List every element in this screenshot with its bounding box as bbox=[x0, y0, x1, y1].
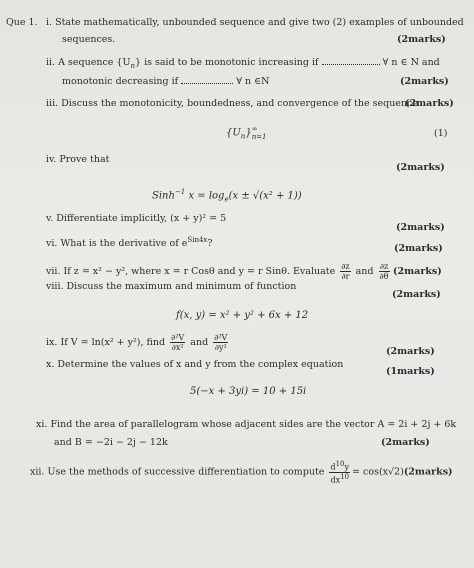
item-vii bbox=[46, 262, 392, 281]
item-v-marks: (2marks) bbox=[396, 222, 445, 233]
item-iv-marks: (2marks) bbox=[396, 162, 445, 173]
formula-text: {U bbox=[226, 127, 241, 139]
item-text: If V = ln(x² + y²), find bbox=[60, 337, 166, 348]
item-xii bbox=[30, 460, 453, 484]
blank-line bbox=[181, 75, 233, 84]
item-i bbox=[46, 17, 464, 29]
formula-tail: (x ± √(x² + 1)) bbox=[228, 190, 302, 202]
item-iii-marks: (2marks) bbox=[405, 98, 454, 109]
formula-sup: ∞ bbox=[251, 125, 258, 133]
formula-sinh: Sinh$^{-1}$ $x = \log_e(x \pm √(x^2 + 1))$ bbox=[152, 188, 302, 204]
item-vi bbox=[46, 234, 212, 250]
item-xii-marks: (2marks) bbox=[403, 466, 453, 478]
and-word: and bbox=[190, 337, 209, 348]
formula-sub: n=1 bbox=[251, 133, 267, 141]
item-ii-marks: (2marks) bbox=[400, 76, 449, 87]
fraction-d10y-dx10: $\frac{d^{10}y}{dx^{10}}$ bbox=[330, 460, 350, 485]
item-ii: ii. A sequence $\{U_n\}$ is said to be monotonic increasing if ∀ n ∈ N and bbox=[46, 57, 440, 70]
item-text-b: } is said to be monotonic increasing if bbox=[135, 57, 319, 68]
item-number: x. bbox=[46, 359, 55, 370]
item-i-continuation: sequences. bbox=[62, 34, 116, 45]
formula-complex: 5(−x + 3yi) = 10 + 15i bbox=[190, 386, 307, 397]
item-ii-line2 bbox=[62, 75, 269, 88]
item-vii-marks: (2marks) bbox=[393, 266, 442, 277]
exponent: Sin4x bbox=[187, 236, 208, 244]
item-text: Discuss the maximum and minimum of function bbox=[66, 281, 297, 292]
item-number: i. bbox=[46, 17, 53, 28]
fraction-d2v-dx2: $\frac{\text{∂²V}}{\text{∂x²}}$ bbox=[171, 333, 185, 352]
item-viii-marks: (2marks) bbox=[392, 289, 441, 300]
item-text: What is the derivative of e bbox=[60, 238, 188, 250]
item-number: ii. bbox=[46, 57, 56, 68]
formula-text: Sinh bbox=[152, 190, 175, 202]
item-text: Determine the values of x and y from the complex equation bbox=[57, 359, 344, 370]
item-number: xi. bbox=[36, 419, 48, 430]
item-number: xii. bbox=[30, 466, 45, 478]
item-tail: ? bbox=[207, 238, 213, 250]
item-i-marks: (2marks) bbox=[397, 34, 446, 45]
item-text: If z = x² − y², where x = r Cosθ and y = r Sinθ. Evaluate bbox=[63, 266, 336, 277]
item-number: iv. bbox=[46, 154, 57, 165]
item-xi bbox=[36, 419, 456, 431]
item-line2-text: monotonic decreasing if bbox=[62, 76, 179, 87]
item-text: Use the methods of successive differentiation to compute bbox=[47, 466, 325, 478]
formula-sequence: $\{U_n\}$ ∞ n=1 bbox=[226, 125, 267, 141]
item-viii bbox=[46, 281, 296, 293]
item-ix-marks: (2marks) bbox=[386, 346, 435, 357]
formula-function: f(x, y) = x² + y² + 6x + 12 bbox=[176, 310, 309, 321]
item-xi-marks: (2marks) bbox=[381, 437, 430, 448]
item-number: viii. bbox=[46, 281, 64, 292]
item-number: ix. bbox=[46, 337, 58, 348]
item-x bbox=[46, 359, 343, 371]
item-iii bbox=[46, 98, 418, 110]
item-number: vii. bbox=[46, 266, 61, 277]
question-label: Que 1. bbox=[6, 17, 38, 28]
equation-number: (1) bbox=[434, 128, 448, 139]
item-text: Differentiate implicitly, (x + y)² = 5 bbox=[56, 213, 227, 224]
item-number: iii. bbox=[46, 98, 59, 109]
item-text: Discuss the monotonicity, boundedness, and convergence of the sequence bbox=[61, 98, 418, 109]
fraction-d2v-dy2: $\frac{\text{∂²V}}{\text{∂y²}}$ bbox=[214, 333, 228, 352]
item-x-marks: (1marks) bbox=[386, 366, 435, 377]
item-v bbox=[46, 213, 226, 225]
item-tail: = cos(x√2) bbox=[352, 466, 404, 478]
item-iv bbox=[46, 154, 109, 166]
and-word: and bbox=[355, 266, 374, 277]
item-text: State mathematically, unbounded sequence and give two (2) examples of unbounded bbox=[55, 17, 464, 28]
item-number: vi. bbox=[46, 238, 58, 250]
item-number: v. bbox=[46, 213, 54, 224]
item-text-a: A sequence {U bbox=[58, 57, 131, 68]
item-xi-line2: and B = −2i − 2j − 12k bbox=[54, 437, 168, 448]
formula-rest: x = log bbox=[188, 190, 225, 202]
fraction-dz-dr: $\frac{\partial z}{\partial r}$ bbox=[341, 262, 350, 281]
item-tail2: ∀ n ∈N bbox=[236, 76, 270, 87]
item-ix bbox=[46, 333, 230, 352]
fraction-dz-dtheta: $\frac{\partial z}{\partial\theta}$ bbox=[379, 262, 389, 281]
item-text: Find the area of parallelogram whose adjacent sides are the vector A = 2i + 2j + 6k bbox=[50, 419, 457, 430]
item-tail: ∀ n ∈ N and bbox=[382, 57, 440, 68]
blank-line bbox=[322, 56, 380, 65]
item-vi-marks: (2marks) bbox=[394, 243, 443, 254]
item-text: Prove that bbox=[59, 154, 110, 165]
